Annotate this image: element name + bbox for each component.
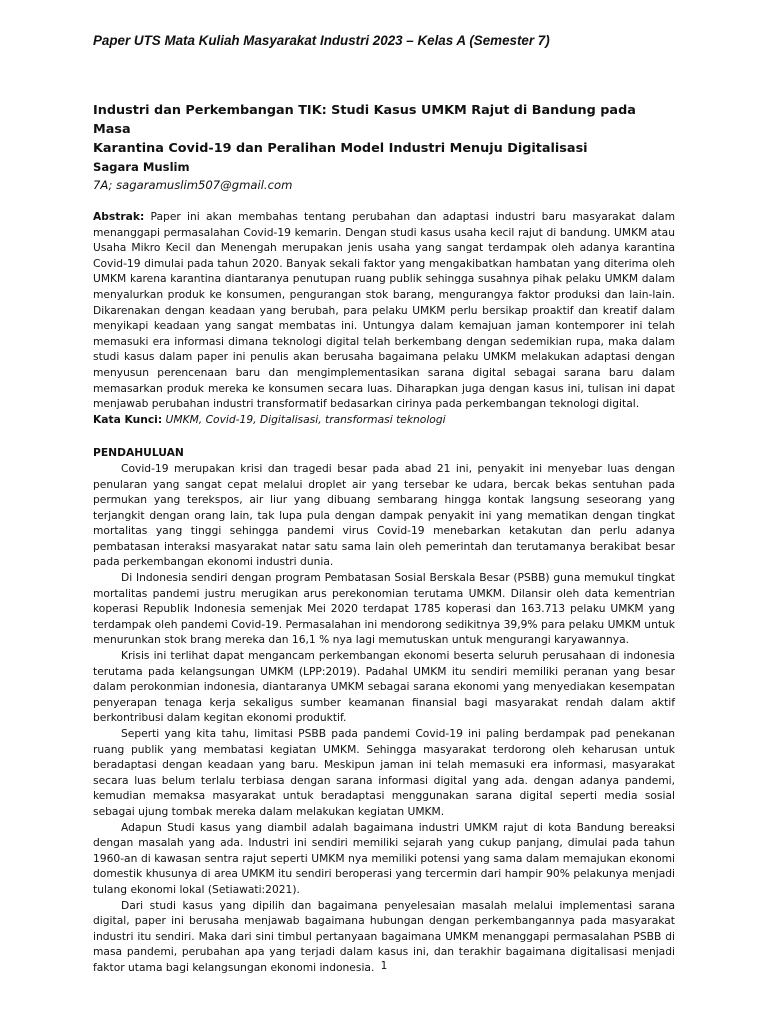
page-number: 1: [380, 960, 388, 972]
author-affiliation: 7A; sagaramuslim507@gmail.com: [93, 178, 293, 192]
introduction-paragraph: Di Indonesia sendiri dengan program Pembatasan Sosial Berskala Besar (PSBB) guna memukul tingkat mortalitas pandemi justru merugikan arus perekonomian terutama UMKM. Dilansir oleh data kementrian koperasi Republik Indonesia semenjak Mei 2020 terdapat 1785 koperasi dan 163.713 pelaku UMKM yang terdampak oleh pandemi Covid-19. Permasalahan ini mendorong sedikitnya 39,9% para pelaku UMKM untuk menurunkan stok brang mereka dan 16,1 % nya lagi memutuskan untuk mengurangi karyawannya.: [93, 571, 675, 647]
paper-body: [93, 101, 675, 976]
keywords-label: Kata Kunci:: [93, 412, 163, 426]
keywords: [93, 412, 675, 428]
abstract: [93, 209, 675, 412]
introduction-paragraph: Adapun Studi kasus yang diambil adalah bagaimana industri UMKM rajut di kota Bandung bereaksi dengan masalah yang ada. Industri ini sendiri memiliki sejarah yang cukup panjang, dimulai pada tahun 1960-an di kawasan sentra rajut seperti UMKM nya memiliki potensi yang sama dalam memajukan ekonomi domestik khusunya di area UMKM itu sendiri beroperasi yang tercermin dari hampir 90% pelakunya menjadi tulang ekonomi lokal (Setiawati:2021).: [93, 820, 675, 896]
abstract-label: Abstrak:: [93, 210, 145, 223]
introduction-paragraph: Krisis ini terlihat dapat mengancam perkembangan ekonomi beserta seluruh perusahaan di indonesia terutama pada kelangsungan UMKM (LPP:2019). Padahal UMKM itu sendiri memiliki peranan yang besar dalam perokonmian indonesia, diantaranya UMKM sebagai sarana ekonomi yang menyediakan kesempatan penyerapan tenaga kerja sekaligus sumber keamanan finansial bagi masyarakat rendah dalam aktif berkontribusi dalam kegitan ekonomi produktif.: [93, 649, 675, 725]
paper-title: [93, 101, 675, 158]
section-heading-introduction: PENDAHULUAN: [93, 446, 184, 460]
introduction-paragraph: Covid-19 merupakan krisi dan tragedi besar pada abad 21 ini, penyakit ini menyebar luas dengan penularan yang sangat cepat melalui droplet air yang tersebar ke udara, bercak bekas sentuhan pada permukan yang terekspos, air liur yang dibuang sembarang hingga kontak langsung seseorang yang terjangkit dengan orang lain, tak lupa pula dengan dampak penyakit ini yang mematikan dengan tingkat mortalitas yang tinggi sehingga pandemi virus Covid-19 menebarkan ketakutan dan perlu adanya pembatasan interaksi masyarakat natar satu sama lain oleh pemerintah dan terutamanya berakibat besar pada perkembangan ekonomi industri dunia.: [93, 461, 675, 569]
keywords-text: UMKM, Covid-19, Digitalisasi, transformasi teknologi: [162, 412, 446, 426]
running-header: Paper UTS Mata Kuliah Masyarakat Industri 2023 – Kelas A (Semester 7): [93, 33, 550, 48]
paper-title-line-1: Industri dan Perkembangan TIK: Studi Kasus UMKM Rajut di Bandung pada Masa: [93, 103, 636, 137]
introduction-paragraph: Seperti yang kita tahu, limitasi PSBB pada pandemi Covid-19 ini paling berdampak pad penekanan ruang publik yang membatasi kegiatan UMKM. Sehingga masyarakat terdorong oleh keharusan untuk beradaptasi dengan keadaan yang baru. Meskipun jaman ini telah memasuki era informasi, masyarakat secara luas belum terlalu terbiasa dengan sarana informasi digital yang ada. dengan adanya pandemi, kemudian memaksa masyarakat untuk beradaptasi menggunakan sarana digital seperti media sosial sebagai ujung tombak mereka dalam melakukan kegiatan UMKM.: [93, 727, 675, 818]
introduction-paragraph: Dari studi kasus yang dipilih dan bagaimana penyelesaian masalah melalui implementasi sarana digital, paper ini berusaha menjawab bagaimana hubungan dengan perkembangannya pada masyarakat industri itu sendiri. Maka dari sini timbul pertanyaan bagaimana UMKM menanggapi permasalahan PSBB di masa pandemi, perubahan apa yang terjadi dalam kasus ini, dan terakhir bagaimana digitalisasi menjadi faktor utama bagi kelangsungan ekonomi indonesia.: [93, 898, 675, 974]
author-name: Sagara Muslim: [93, 160, 190, 174]
paper-title-line-2: Karantina Covid-19 dan Peralihan Model Industri Menuju Digitalisasi: [93, 141, 588, 156]
abstract-text: Paper ini akan membahas tentang perubahan dan adaptasi industri baru masyarakat dalam menanggapi permasalahan Covid-19 kemarin. Dengan studi kasus usaha kecil rajut di bandung. UMKM atau Usaha Mikro Kecil dan Menengah merupakan jenis usaha yang sangat terdampak oleh adanya karantina Covid-19 dimulai pada tahun 2020. Banyak sekali faktor yang mengakibatkan hambatan yang diterima oleh UMKM karena karantina diantaranya penutupan ruang publik sehingga susahnya pihak pelaku UMKM dalam menyalurkan produk ke konsumen, pengurangan stok barang, mengurangya faktor produksi dan lain-lain. Dikarenakan dengan keadaan yang berubah, para pelaku UMKM perlu bersikap proaktif dan kreatif dalam menyikapi keadaan yang sangat membatas ini. Untungya dalam kemajuan jaman kontemporer ini telah memasuki era informasi dimana teknologi digital telah berkembang dengan sedemikian rupa, maka dalam studi kasus dalam paper ini penulis akan berusaha bagaimana pelaku UMKM melakukan adaptasi dengan menyusun perencenaan baru dan mengimplementasikan sarana digital sebagai sarana baru dalam memasarkan produk mereka ke konsumen secara luas. Diharapkan juga dengan kasus ini, tulisan ini dapat menjawab perubahan industri transformatif bedasarkan cirinya pada perkembangan teknologi digital.: [93, 210, 675, 411]
